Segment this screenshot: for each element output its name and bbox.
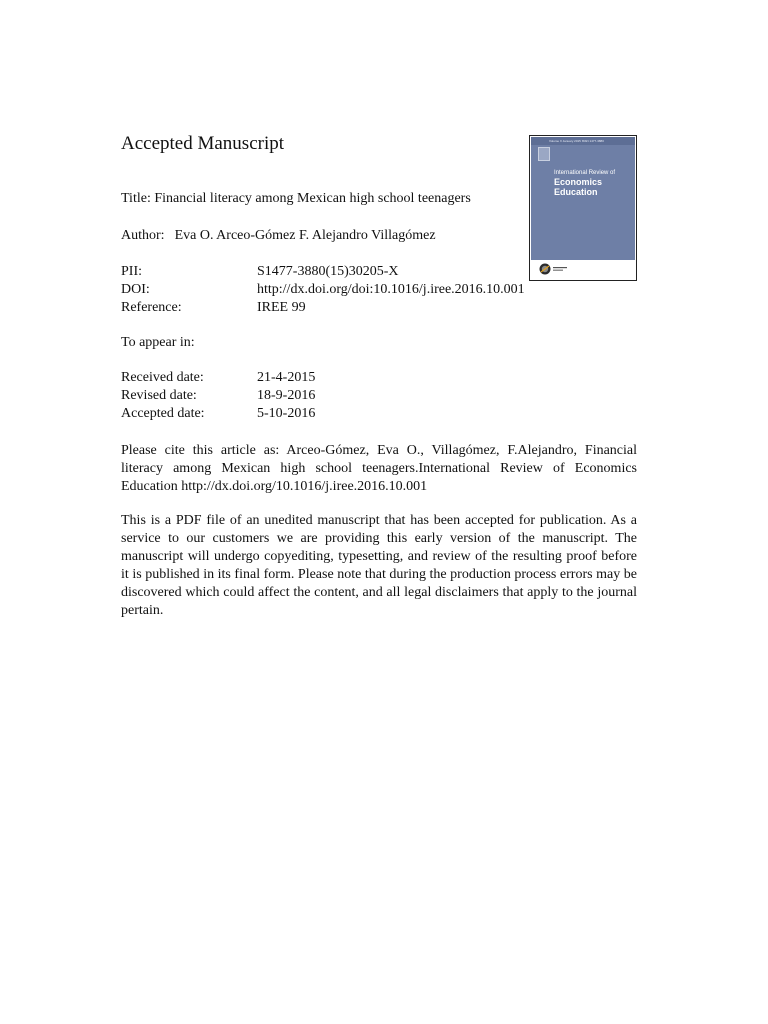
journal-cover-image bbox=[529, 135, 637, 281]
doi-label: DOI: bbox=[121, 282, 150, 297]
cover-footer bbox=[531, 260, 635, 279]
reference-value: IREE 99 bbox=[257, 300, 306, 315]
pii-value: S1477-3880(15)30205-X bbox=[257, 264, 399, 279]
citation-paragraph: Please cite this article as: Arceo-Gómez, Eva O., Villagómez, F.Alejandro, Financial literacy among Mexican high school teenagers.International Review of Economics Education http://dx.doi.org/10.1016/j.iree.2016.10.001 bbox=[121, 443, 637, 494]
title-line: Title: Financial literacy among Mexican high school teenagers bbox=[121, 191, 471, 206]
reference-row bbox=[121, 299, 306, 317]
revised-row bbox=[121, 387, 315, 405]
reference-label: Reference: bbox=[121, 300, 182, 315]
cover-journal-line2a: Economics bbox=[554, 177, 603, 187]
disclaimer-paragraph: This is a PDF file of an unedited manuscript that has been accepted for publication. As a service to our customers we are providing this early version of the manuscript. The manuscript will undergo copyediting, typesetting, and review of the resulting proof before it is published in its final form. Please note that during the production process errors may be discovered which could affect the content, and all legal disclaimers that apply to the journal pertain. bbox=[121, 513, 637, 618]
cover-blue-panel bbox=[531, 137, 635, 260]
page-title: Accepted Manuscript bbox=[121, 133, 285, 154]
pii-label: PII: bbox=[121, 264, 142, 279]
cover-journal-line2b: Education bbox=[554, 187, 598, 197]
publisher-tree-icon bbox=[538, 147, 550, 161]
accepted-value: 5-10-2016 bbox=[257, 406, 316, 421]
revised-value: 18-9-2016 bbox=[257, 388, 316, 403]
publisher-wordmark-icon bbox=[553, 266, 567, 272]
pii-row bbox=[121, 263, 399, 281]
received-row bbox=[121, 369, 315, 387]
author-names: Eva O. Arceo-Gómez F. Alejandro Villagómez bbox=[174, 228, 436, 243]
doi-row bbox=[121, 281, 525, 299]
doi-link[interactable]: http://dx.doi.org/doi:10.1016/j.iree.2016.10.001 bbox=[257, 282, 525, 297]
received-value: 21-4-2015 bbox=[257, 370, 316, 385]
revised-label: Revised date: bbox=[121, 388, 197, 403]
author-line bbox=[121, 227, 436, 245]
cover-top-strip: Volume X January 2015 ISSN 1477-3880 bbox=[531, 137, 635, 145]
accepted-row bbox=[121, 405, 315, 423]
cover-journal-title bbox=[554, 169, 631, 197]
author-label: Author: bbox=[121, 228, 165, 243]
received-label: Received date: bbox=[121, 370, 204, 385]
cover-journal-line1: International Review of bbox=[554, 170, 616, 176]
elsevier-logo-icon bbox=[539, 263, 551, 275]
accepted-label: Accepted date: bbox=[121, 406, 205, 421]
appear-in-label: To appear in: bbox=[121, 335, 195, 350]
